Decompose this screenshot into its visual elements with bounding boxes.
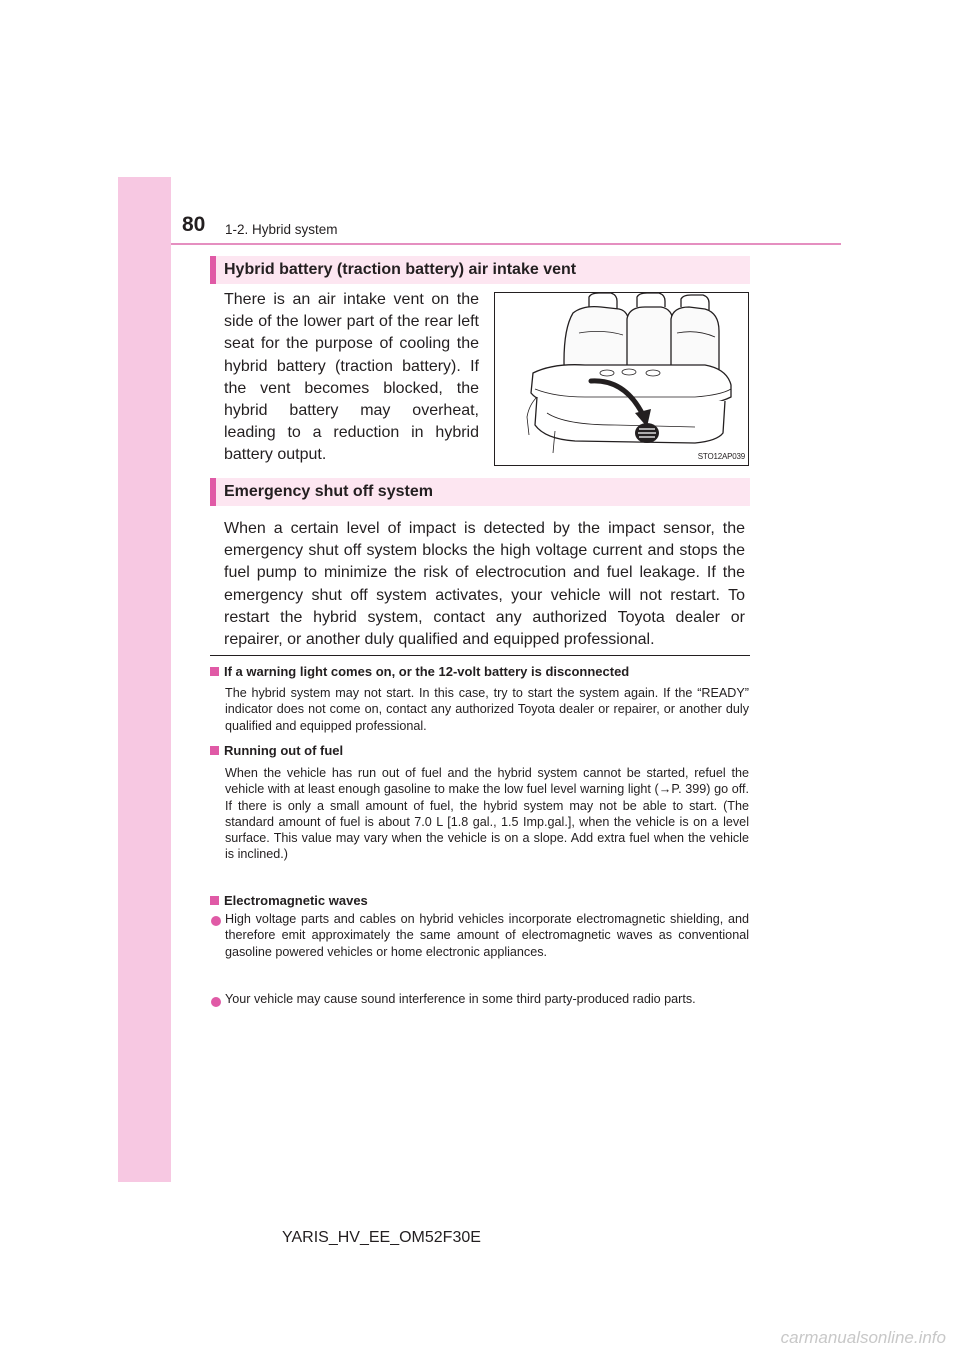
air-intake-description: There is an air intake vent on the side of the lower part of the rear left seat for the purpose of cooling the hybrid battery (traction battery). If the vent becomes blocked, the hybrid battery may overheat, leading to a reduction in hybrid battery output.	[224, 291, 479, 464]
heading-accent	[210, 478, 216, 506]
bullet-dot-icon	[211, 997, 221, 1007]
notes-divider	[210, 655, 750, 656]
heading-air-intake-vent	[210, 256, 750, 284]
page-number: 80	[182, 213, 206, 236]
note-title-text: Electromagnetic waves	[224, 893, 368, 908]
rear-seat-vent-illustration	[494, 292, 749, 466]
note-title-text: Running out of fuel	[224, 743, 344, 758]
heading-accent	[210, 256, 216, 284]
heading-label: Emergency shut off system	[224, 483, 433, 500]
note-text-warning-light: The hybrid system may not start. In this case, try to start the system again. If the “READY” indicator does not come on, contact any authorized Toyota dealer or repairer, or another duly qualified and equipped professional.	[225, 686, 749, 733]
note-bullet-radio-interference: Your vehicle may cause sound interference in some third party-produced radio parts.	[225, 992, 696, 1006]
watermark: carmanualsonline.info	[780, 1328, 946, 1347]
note-title-text: If a warning light comes on, or the 12-volt battery is disconnected	[224, 664, 630, 679]
note-square-icon	[210, 896, 219, 905]
manual-code: YARIS_HV_EE_OM52F30E	[282, 1229, 481, 1246]
note-text-running-out-of-fuel: When the vehicle has run out of fuel and the hybrid system cannot be started, refuel the vehicle with at least enough gasoline to make the low fuel level warning light (→P. 399) go off. If there is only a small amount of fuel, the hybrid system may not be able to start. (The standard amount of fuel is about 7.0 L [1.8 gal., 1.5 Imp.gal.], when the vehicle is on a level surface. This value may vary when the vehicle is on a slope. Add extra fuel when the vehicle is inclined.)	[225, 766, 749, 862]
rear-seat-drawing	[495, 293, 748, 465]
note-title-running-out-of-fuel	[210, 743, 343, 759]
note-title-warning-light	[210, 664, 629, 680]
note-square-icon	[210, 746, 219, 755]
heading-label: Hybrid battery (traction battery) air intake vent	[224, 261, 577, 278]
heading-emergency-shut-off	[210, 478, 750, 506]
side-tab-band	[118, 177, 171, 1182]
figure-code: STO12AP039	[697, 452, 745, 461]
emergency-shut-off-description: When a certain level of impact is detected by the impact sensor, the emergency shut off system blocks the high voltage current and stops the fuel pump to minimize the risk of electrocution and fuel leakage. If the emergency shut off system activates, your vehicle will not restart. To restart the hybrid system, contact any authorized Toyota dealer or repairer, or another duly qualified and equipped professional.	[224, 520, 745, 649]
section-title: 1-2. Hybrid system	[225, 222, 338, 237]
note-title-electromagnetic-waves	[210, 893, 368, 909]
header-rule	[171, 243, 841, 245]
note-bullet-shielding: High voltage parts and cables on hybrid vehicles incorporate electromagnetic shielding, and therefore emit approximately the same amount of electromagnetic waves as conventional gasoline powered vehicles or home electronic appliances.	[225, 912, 749, 959]
note-square-icon	[210, 667, 219, 676]
bullet-dot-icon	[211, 916, 221, 926]
